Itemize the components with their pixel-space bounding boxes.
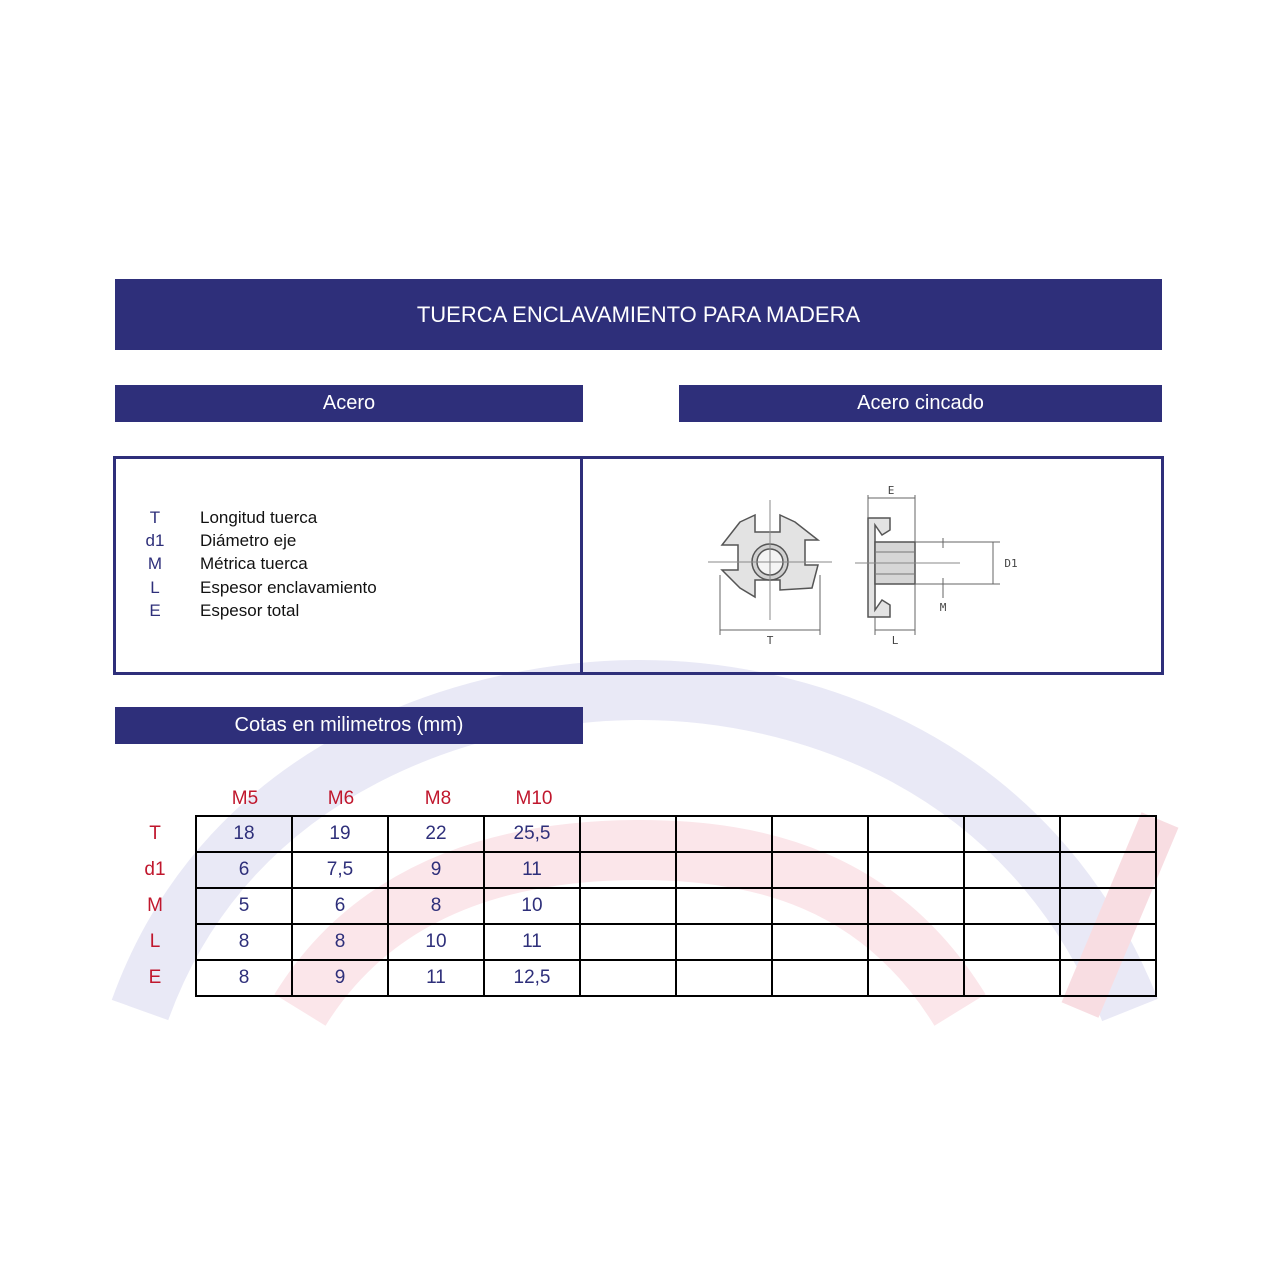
table-cell-empty: [1060, 888, 1156, 924]
table-cell-empty: [676, 960, 772, 996]
column-header: M5: [231, 788, 259, 809]
drawing-label-l: L: [891, 634, 899, 647]
tee-nut-drawing: [700, 480, 1060, 650]
table-row: [196, 960, 1156, 996]
legend-description: Longitud tuerca: [200, 507, 318, 527]
row-header: E: [148, 967, 162, 988]
dimensions-table: [195, 815, 1157, 997]
row-header: L: [149, 931, 161, 952]
page-title: TUERCA ENCLAVAMIENTO PARA MADERA: [115, 279, 1162, 350]
legend-description: Métrica tuerca: [200, 554, 308, 574]
table-cell-empty: [964, 960, 1060, 996]
table-cell-empty: [772, 852, 868, 888]
table-cell: 9: [388, 852, 484, 888]
table-cell-empty: [580, 816, 676, 852]
table-cell-empty: [580, 924, 676, 960]
table-cell-empty: [772, 888, 868, 924]
legend-symbol: T: [149, 507, 161, 527]
legend-item: [145, 506, 377, 529]
table-cell-empty: [676, 816, 772, 852]
column-header: M10: [515, 788, 553, 809]
table-cell-empty: [868, 852, 964, 888]
table-cell: 25,5: [484, 816, 580, 852]
table-cell-empty: [964, 852, 1060, 888]
legend-item: [145, 553, 377, 576]
table-cell: 8: [388, 888, 484, 924]
drawing-label-d1: D1: [1004, 557, 1018, 570]
section-header-acero-cincado: Acero cincado: [679, 385, 1162, 422]
table-cell-empty: [580, 888, 676, 924]
table-cell-empty: [1060, 960, 1156, 996]
legend-item: [145, 576, 377, 599]
table-cell: 12,5: [484, 960, 580, 996]
legend-description: Diámetro eje: [200, 530, 297, 550]
table-row: [196, 888, 1156, 924]
front-view: [708, 500, 832, 635]
drawing-label-e: E: [887, 484, 895, 497]
drawing-label-t: T: [766, 634, 774, 647]
table-row: [196, 852, 1156, 888]
table-cell-empty: [580, 960, 676, 996]
table-cell-empty: [868, 816, 964, 852]
table-cell: 22: [388, 816, 484, 852]
legend-symbol: L: [150, 577, 160, 597]
legend-description: Espesor total: [200, 600, 300, 620]
table-cell-empty: [964, 924, 1060, 960]
table-cell-empty: [868, 924, 964, 960]
drawing-label-m: M: [939, 601, 947, 614]
table-row: [196, 816, 1156, 852]
table-cell-empty: [772, 960, 868, 996]
legend-symbol: d1: [145, 530, 165, 550]
table-cell-empty: [1060, 924, 1156, 960]
row-header: T: [149, 823, 161, 844]
column-header: M8: [424, 788, 452, 809]
legend-symbol: E: [149, 600, 161, 620]
table-cell: 8: [292, 924, 388, 960]
legend-symbol: M: [147, 554, 163, 574]
legend-description: Espesor enclavamiento: [200, 577, 377, 597]
table-cell: 5: [196, 888, 292, 924]
legend-item: [145, 599, 377, 622]
table-cell-empty: [868, 888, 964, 924]
table-cell: 9: [292, 960, 388, 996]
row-header: d1: [144, 859, 166, 880]
table-cell: 11: [484, 924, 580, 960]
row-header: M: [147, 895, 163, 916]
table-cell: 6: [292, 888, 388, 924]
section-header-acero: Acero: [115, 385, 583, 422]
table-row: [196, 924, 1156, 960]
specification-divider: [580, 456, 583, 672]
table-cell-empty: [676, 852, 772, 888]
table-cell: 10: [388, 924, 484, 960]
table-cell: 7,5: [292, 852, 388, 888]
table-cell: 6: [196, 852, 292, 888]
table-cell-empty: [772, 924, 868, 960]
table-cell-empty: [868, 960, 964, 996]
section-header-cotas: Cotas en milimetros (mm): [115, 707, 583, 744]
legend-item: [145, 529, 377, 552]
table-cell: 11: [484, 852, 580, 888]
table-cell: 10: [484, 888, 580, 924]
table-cell-empty: [964, 816, 1060, 852]
table-cell: 11: [388, 960, 484, 996]
table-cell: 8: [196, 960, 292, 996]
table-cell: 18: [196, 816, 292, 852]
side-view: [855, 495, 1000, 635]
table-cell-empty: [580, 852, 676, 888]
table-cell-empty: [964, 888, 1060, 924]
column-header: M6: [327, 788, 355, 809]
dimension-legend: [145, 506, 377, 622]
table-cell-empty: [1060, 816, 1156, 852]
table-cell: 8: [196, 924, 292, 960]
table-cell: 19: [292, 816, 388, 852]
table-cell-empty: [676, 924, 772, 960]
table-cell-empty: [676, 888, 772, 924]
table-cell-empty: [772, 816, 868, 852]
table-cell-empty: [1060, 852, 1156, 888]
